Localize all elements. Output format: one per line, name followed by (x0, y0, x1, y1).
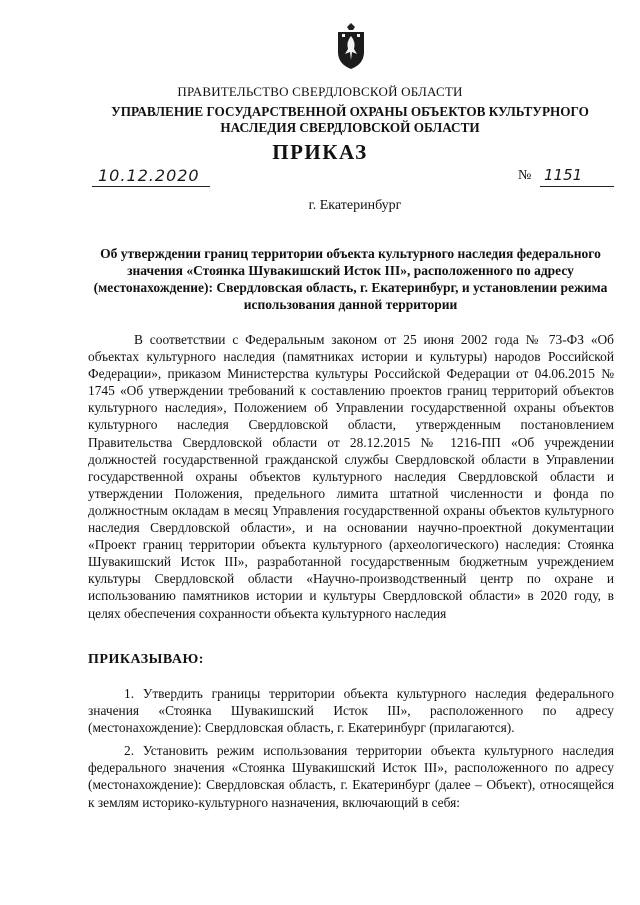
coat-of-arms-icon (333, 22, 369, 70)
order-item: 2. Установить режим использования территории объекта культурного наследия федерального значения «Стоянка Шувакишский Исток III», расположенного по адресу (местонахождение): Свердловская область, г. Екатеринбург (далее – Объект), относящейся к землям историко-культурного назначения, включающий в себя: (88, 743, 614, 810)
order-item: 1. Утвердить границы территории объекта культурного наследия федерального значения «Стоянка Шувакишский Исток III», расположенного по адресу (местонахождение): Свердловская область, г. Екатеринбург (прилагаются). (88, 686, 614, 736)
order-items (88, 685, 614, 817)
preamble-text: В соответствии с Федеральным законом от 25 июня 2002 года № 73-ФЗ «Об объектах культурного наследия (памятниках истории и культуры) народов Российской Федерации», приказом Министерства культуры Российской Федерации от 04.06.2015 № 1745 «Об утверждении требований к составлению проектов границ территорий объектов культурного наследия», Положением об Управлении государственной охраны объектов культурного наследия Свердловской области, утвержденным постановлением Правительства Свердловской области от 28.12.2015 № 1216-ПП «Об учреждении должностей государственной гражданской службы Свердловской области в Управлении государственной охраны объектов культурного наследия Свердловской области и утверждении Положения, предельного лимита штатной численности и фонда по должностным окладам в месяц Управления государственной охраны объектов культурного наследия Свердловской области», и на основании научно-проектной документации «Проект границ территории объекта культурного (археологического) наследия: Стоянка Шувакишский Исток III», разработанной государственным бюджетным учреждением культуры Свердловской области «Научно-производственный центр по охране и использованию памятников истории и культуры Свердловской области» в 2020 году, в целях обеспечения сохранности объекта культурного наследия (88, 332, 614, 621)
date-field (92, 166, 210, 187)
document-type: ПРИКАЗ (272, 140, 368, 164)
government-name: ПРАВИТЕЛЬСТВО СВЕРДЛОВСКОЙ ОБЛАСТИ (177, 84, 463, 99)
handwritten-date: 10.12.2020 (98, 166, 200, 185)
number-label: № (518, 168, 532, 183)
document-title: Об утверждении границ территории объекта культурного наследия федерального значения «Стоянка Шувакишский Исток III», расположенного по адресу (местонахождение): Свердловская область, г. Екатеринбург, и установлении режима использования данной территории (93, 246, 608, 312)
city: г. Екатеринбург (308, 198, 402, 213)
handwritten-number: 1151 (544, 166, 583, 184)
department-name: УПРАВЛЕНИЕ ГОСУДАРСТВЕННОЙ ОХРАНЫ ОБЪЕКТОВ КУЛЬТУРНОГО НАСЛЕДИЯ СВЕРДЛОВСКОЙ ОБЛАСТИ (111, 104, 589, 135)
number-field (540, 166, 614, 187)
order-word: ПРИКАЗЫВАЮ: (88, 652, 204, 667)
preamble (88, 331, 614, 622)
